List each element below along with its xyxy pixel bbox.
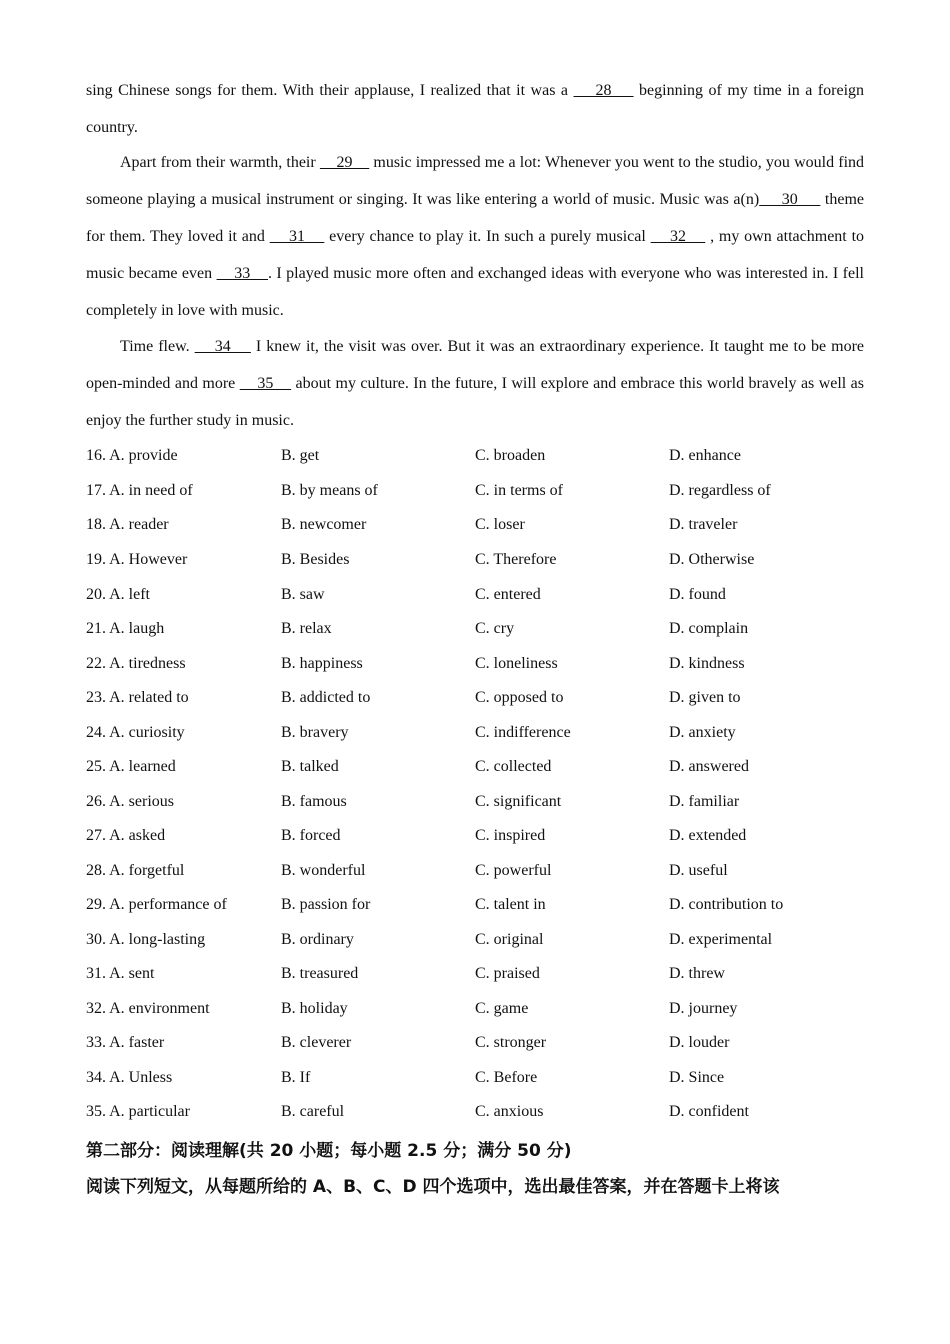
option-a: 23. A. related to bbox=[86, 689, 189, 706]
passage-text: Time flew. bbox=[120, 338, 195, 355]
option-d: D. Otherwise bbox=[669, 551, 755, 568]
passage-text: every chance to play it. In such a purely musical bbox=[324, 228, 651, 245]
question-31 bbox=[86, 965, 864, 993]
option-c: C. talent in bbox=[475, 896, 546, 913]
option-d: D. anxiety bbox=[669, 724, 736, 741]
option-b: B. saw bbox=[281, 586, 325, 603]
option-b: B. holiday bbox=[281, 1000, 348, 1017]
option-a: 31. A. sent bbox=[86, 965, 155, 982]
option-a: 20. A. left bbox=[86, 586, 150, 603]
blank-33: 33 bbox=[216, 265, 268, 282]
option-d: D. journey bbox=[669, 1000, 738, 1017]
option-a: 35. A. particular bbox=[86, 1103, 190, 1120]
blank-30: 30 bbox=[759, 191, 821, 208]
option-a: 21. A. laugh bbox=[86, 620, 165, 637]
question-21 bbox=[86, 620, 864, 648]
option-c: C. cry bbox=[475, 620, 515, 637]
question-18 bbox=[86, 516, 864, 544]
option-c: C. anxious bbox=[475, 1103, 544, 1120]
option-a: 27. A. asked bbox=[86, 827, 166, 844]
option-b: B. careful bbox=[281, 1103, 345, 1120]
option-d: D. found bbox=[669, 586, 726, 603]
option-d: D. Since bbox=[669, 1069, 725, 1086]
option-a: 18. A. reader bbox=[86, 516, 169, 533]
passage-text: . I played music more often and exchanged ideas with everyone who was interested in. I fell completely in love with music. bbox=[86, 265, 864, 319]
option-b: B. cleverer bbox=[281, 1034, 352, 1051]
question-17 bbox=[86, 482, 864, 510]
option-a: 24. A. curiosity bbox=[86, 724, 185, 741]
option-c: C. game bbox=[475, 1000, 529, 1017]
option-b: B. newcomer bbox=[281, 516, 367, 533]
option-a: 19. A. However bbox=[86, 551, 188, 568]
blank-29: 29 bbox=[319, 154, 370, 171]
option-a: 30. A. long-lasting bbox=[86, 931, 206, 948]
option-d: D. extended bbox=[669, 827, 747, 844]
option-c: C. stronger bbox=[475, 1034, 547, 1051]
option-a: 25. A. learned bbox=[86, 758, 176, 775]
question-33 bbox=[86, 1034, 864, 1062]
option-b: B. bravery bbox=[281, 724, 349, 741]
blank-32: 32 bbox=[650, 228, 706, 245]
option-a: 16. A. provide bbox=[86, 447, 178, 464]
option-c: C. significant bbox=[475, 793, 562, 810]
option-c: C. Therefore bbox=[475, 551, 557, 568]
question-34 bbox=[86, 1069, 864, 1097]
blank-34: 34 bbox=[194, 338, 251, 355]
option-d: D. given to bbox=[669, 689, 741, 706]
option-c: C. indifference bbox=[475, 724, 571, 741]
question-28 bbox=[86, 862, 864, 890]
option-d: D. experimental bbox=[669, 931, 773, 948]
option-d: D. kindness bbox=[669, 655, 745, 672]
option-c: C. in terms of bbox=[475, 482, 563, 499]
question-25 bbox=[86, 758, 864, 786]
question-20 bbox=[86, 586, 864, 614]
option-b: B. relax bbox=[281, 620, 332, 637]
blank-28: 28 bbox=[573, 82, 634, 99]
option-a: 26. A. serious bbox=[86, 793, 174, 810]
option-d: D. regardless of bbox=[669, 482, 771, 499]
option-d: D. answered bbox=[669, 758, 749, 775]
option-b: B. get bbox=[281, 447, 320, 464]
passage-text: I knew it, the visit was over. But it was an extraordinary experience. It taught me to be more open-minded and more bbox=[86, 338, 865, 392]
passage-text: about my culture. In the future, I will explore and embrace this world bravely as well as enjoy the further study in music. bbox=[86, 375, 865, 429]
option-c: C. original bbox=[475, 931, 544, 948]
passage-text: music impressed me a lot: Whenever you went to the studio, you would find someone playing a musical instrument or singing. It was like entering a world of music. Music was a(n) bbox=[86, 154, 865, 208]
blank-31: 31 bbox=[269, 228, 325, 245]
option-b: B. happiness bbox=[281, 655, 363, 672]
option-b: B. by means of bbox=[281, 482, 378, 499]
option-c: C. broaden bbox=[475, 447, 546, 464]
option-a: 22. A. tiredness bbox=[86, 655, 186, 672]
option-c: C. inspired bbox=[475, 827, 546, 844]
option-d: D. familiar bbox=[669, 793, 740, 810]
blank-35: 35 bbox=[239, 375, 292, 392]
question-26 bbox=[86, 793, 864, 821]
question-16 bbox=[86, 447, 864, 475]
option-b: B. addicted to bbox=[281, 689, 371, 706]
passage-text: theme for them. They loved it and bbox=[86, 191, 865, 245]
passage-paragraph-1 bbox=[86, 72, 864, 146]
option-d: D. contribution to bbox=[669, 896, 784, 913]
option-d: D. louder bbox=[669, 1034, 730, 1051]
option-a: 28. A. forgetful bbox=[86, 862, 185, 879]
option-c: C. Before bbox=[475, 1069, 538, 1086]
option-d: D. enhance bbox=[669, 447, 741, 464]
question-35 bbox=[86, 1103, 864, 1131]
option-c: C. loser bbox=[475, 516, 525, 533]
option-c: C. entered bbox=[475, 586, 541, 603]
option-b: B. ordinary bbox=[281, 931, 354, 948]
option-b: B. Besides bbox=[281, 551, 350, 568]
option-a: 17. A. in need of bbox=[86, 482, 193, 499]
option-d: D. threw bbox=[669, 965, 725, 982]
option-a: 32. A. environment bbox=[86, 1000, 210, 1017]
option-c: C. collected bbox=[475, 758, 552, 775]
question-23 bbox=[86, 689, 864, 717]
option-d: D. confident bbox=[669, 1103, 749, 1120]
option-b: B. forced bbox=[281, 827, 341, 844]
passage-paragraph-2 bbox=[86, 144, 864, 329]
option-a: 34. A. Unless bbox=[86, 1069, 173, 1086]
question-32 bbox=[86, 1000, 864, 1028]
section-heading: 第二部分：阅读理解(共 20 小题；每小题 2.5 分；满分 50 分) bbox=[86, 1141, 572, 1161]
option-c: C. powerful bbox=[475, 862, 552, 879]
section-instruction: 阅读下列短文，从每题所给的 A、B、C、D 四个选项中，选出最佳答案，并在答题卡上将该 bbox=[86, 1177, 780, 1197]
option-c: C. loneliness bbox=[475, 655, 558, 672]
question-22 bbox=[86, 655, 864, 683]
passage-text: Apart from their warmth, their bbox=[120, 154, 320, 171]
question-29 bbox=[86, 896, 864, 924]
option-b: B. talked bbox=[281, 758, 339, 775]
option-b: B. If bbox=[281, 1069, 311, 1086]
option-b: B. treasured bbox=[281, 965, 359, 982]
option-d: D. complain bbox=[669, 620, 749, 637]
option-c: C. praised bbox=[475, 965, 540, 982]
option-a: 33. A. faster bbox=[86, 1034, 165, 1051]
passage-text: beginning of my time in a foreign country. bbox=[86, 82, 865, 136]
question-30 bbox=[86, 931, 864, 959]
question-19 bbox=[86, 551, 864, 579]
option-b: B. passion for bbox=[281, 896, 371, 913]
option-a: 29. A. performance of bbox=[86, 896, 227, 913]
passage-paragraph-3 bbox=[86, 328, 864, 439]
question-27 bbox=[86, 827, 864, 855]
option-d: D. traveler bbox=[669, 516, 738, 533]
option-c: C. opposed to bbox=[475, 689, 564, 706]
passage-text: , my own attachment to music became even bbox=[86, 228, 865, 282]
question-24 bbox=[86, 724, 864, 752]
option-d: D. useful bbox=[669, 862, 728, 879]
option-b: B. famous bbox=[281, 793, 347, 810]
option-b: B. wonderful bbox=[281, 862, 366, 879]
passage-text: sing Chinese songs for them. With their applause, I realized that it was a bbox=[86, 82, 574, 99]
